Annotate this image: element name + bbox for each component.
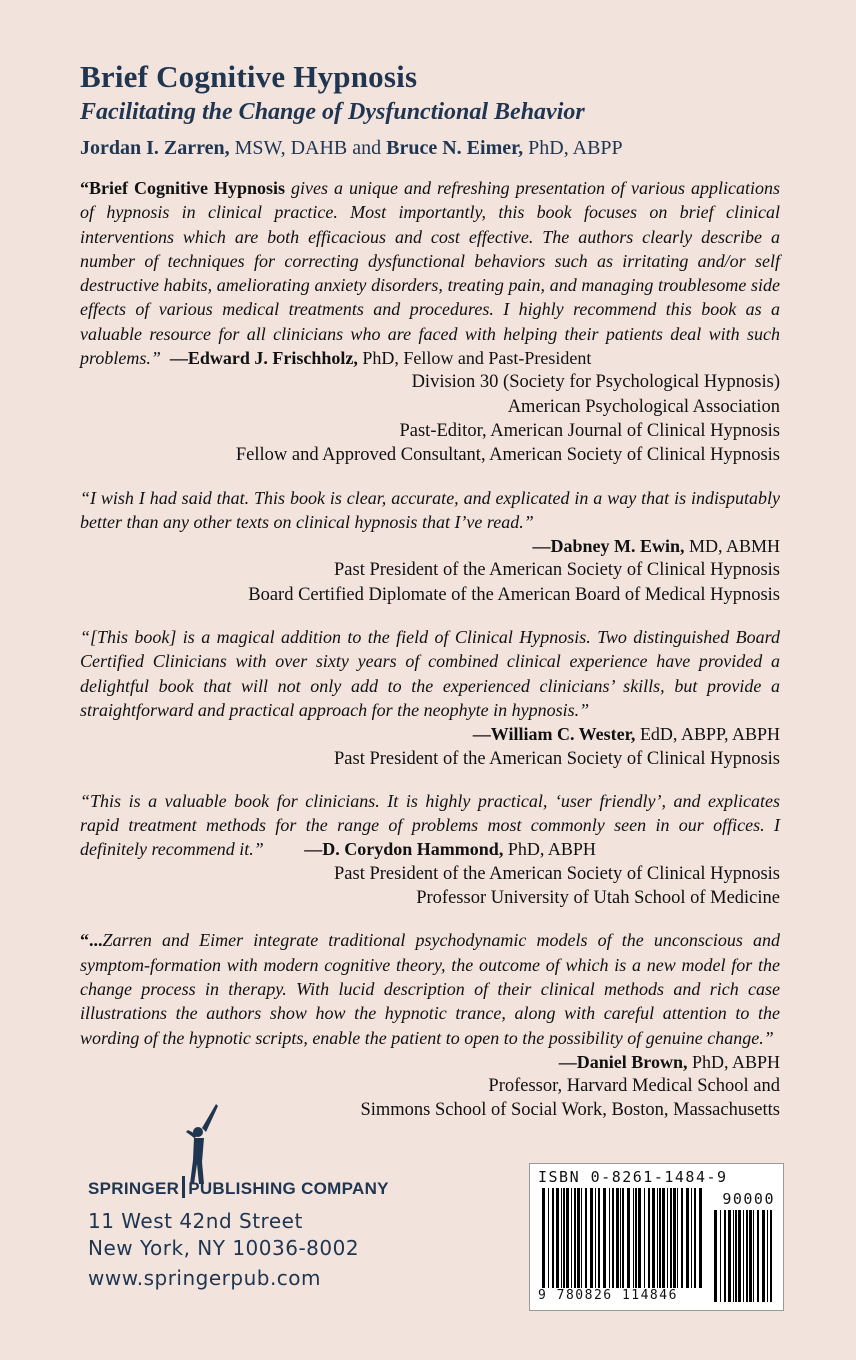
author-2-credentials: PhD, ABPP [523,137,623,159]
endorsement-3-text: “[This book] is a magical addition to the field of Clinical Hypnosis. Two distinguished Board Certified Clinicians with over sixty years of combined clinical experience have provided a delightful book that will not only add to the experienced clinicians’ skills, but provide a straightforward and practical approach for the neophyte in hypnosis.” [80,627,780,720]
endorsement-1-text: “Brief Cognitive Hypnosis gives a unique and refreshing presentation of various applications of hypnosis in clinical practice. Most importantly, this book focuses on brief clinical interventions which are both efficacious and cost effective. The authors clearly describe a number of techniques for correcting dysfunctional behaviors such as irritating and/or self destructive habits, ameliorating anxiety disorders, treating pain, and managing troublesome side effects of various medical treatments and procedures. I highly recommend this book as a valuable resource for all clinicians who are faced with helping their patients deal with such problems.” —Edward J. Frischholz, PhD, Fellow and Past-President [80,178,780,369]
barcode-bar [720,1210,721,1302]
barcode-bar [667,1188,668,1288]
endorsement-2-credential: Board Certified Diplomate of the American Board of Medical Hypnosis [248,584,780,605]
barcode-bar [670,1188,672,1288]
price-code: 90000 [722,1190,775,1208]
barcode-bar [691,1188,692,1288]
barcode-bar [724,1210,726,1302]
endorsement-4 [80,789,780,910]
barcode-bar [542,1188,545,1288]
authors-line [80,134,780,162]
endorsement-5-text: “...Zarren and Eimer integrate traditional psychodynamic models of the unconscious and symptom-formation with modern cognitive theory, the outcome of which is a new model for the change process in therapy. With lucid description of their clinical methods and rich case illustrations the authors show how the hypnotic trance, along with careful attention to the wording of the hypnotic scripts, enable the patient to open to the possibility of genuine change.” [80,930,780,1048]
barcode-bar [657,1188,658,1288]
barcode-bar [767,1210,768,1302]
endorsement-1-attribution: —Edward J. Frischholz, PhD, Fellow and Past-President [169,348,592,369]
endorsement-1-lead: Brief Cognitive Hypnosis [89,178,286,198]
barcode-bar [753,1210,754,1302]
endorsement-3-attribution: —William C. Wester, EdD, ABPP, ABPH [472,724,780,745]
barcode-bar [743,1210,744,1302]
endorsement-3-credential: Past President of the American Society of Clinical Hypnosis [334,748,780,769]
barcode-bar [652,1188,655,1288]
endorsement-4-text: “This is a valuable book for clinicians. It is highly practical, ‘user friendly’, and explicates rapid treatment methods for the range of problems most commonly seen in our offices. I definitely recommend it.” —D. Corydon Hammond, PhD, ABPH [80,790,780,860]
barcode-bar [571,1188,572,1288]
barcode-bar [561,1188,562,1288]
author-1-name: Jordan I. Zarren, [80,137,230,159]
endorsement-4-credential: Professor University of Utah School of Medicine [416,888,780,909]
endorsement-2-attribution: —Dabney M. Ewin, MD, ABMH [532,536,780,557]
barcode-bar [609,1188,610,1288]
barcode-bar [622,1188,624,1288]
barcode-bar [733,1210,734,1302]
endorsement-2-text: “I wish I had said that. This book is clear, accurate, and explicated in a way that is indisputably better than any other texts on clinical hypnosis that I’ve read.” [80,487,780,532]
book-subtitle: Facilitating the Change of Dysfunctional Behavior [80,99,585,125]
barcode-bar [563,1188,565,1288]
barcode-bar [738,1210,741,1302]
barcode-bar [577,1188,580,1288]
barcode-bar [735,1210,737,1302]
barcode-bar [581,1188,582,1288]
barcode-bar [677,1188,678,1288]
barcode-bar [620,1188,621,1288]
barcode-bar [635,1188,637,1288]
barcode-bar [699,1188,702,1288]
endorsement-5-lead: “... [80,930,103,951]
endorsement-1 [80,176,780,468]
endorsement-3 [80,625,780,771]
endorsement-1-credential: Past-Editor, American Journal of Clinical Hypnosis [399,420,780,441]
barcode-bar [648,1188,650,1288]
barcode-bar [633,1188,634,1288]
barcode-bar [770,1210,772,1302]
publisher-name: SPRINGER PUBLISHING COMPANY [88,1176,389,1199]
barcode-bar [603,1188,606,1288]
publisher-address [88,1208,359,1262]
barcode-bar [566,1188,569,1288]
endorsement-2 [80,486,780,607]
endorsement-4-credential: Past President of the American Society of Clinical Hypnosis [334,863,780,884]
barcode-bar [662,1188,665,1288]
barcode-main-bars [542,1188,704,1288]
barcode-bar [673,1188,676,1288]
author-2-name: Bruce N. Eimer, [386,137,524,159]
barcode-digits: 9 780826 114846 [538,1288,678,1303]
barcode-bar [616,1188,619,1288]
address-line-2: New York, NY 10036-8002 [88,1236,360,1260]
barcode-bar [595,1188,596,1288]
barcode-bar [556,1188,559,1288]
endorsement-1-credential: Division 30 (Society for Psychological Hypnosis) [411,372,780,393]
isbn-barcode [529,1163,784,1311]
barcode-bar [686,1188,689,1288]
barcode-bar [585,1188,587,1288]
barcode-bar [762,1210,765,1302]
barcode-bar [681,1188,683,1288]
endorsement-5 [80,928,780,1122]
author-1-credentials: MSW, DAHB and [229,137,387,159]
barcode-bar [552,1188,554,1288]
barcode-bar [644,1188,645,1288]
endorsement-5-credential: Professor, Harvard Medical School and [488,1076,780,1097]
barcode-bar [548,1188,549,1288]
publisher-website: www.springerpub.com [88,1266,322,1290]
barcode-bar [714,1210,717,1302]
barcode-bar [590,1188,593,1288]
endorsement-4-attribution: —D. Corydon Hammond, PhD, ABPH [304,839,596,860]
isbn-label: ISBN 0-8261-1484-9 [538,1168,728,1186]
barcode-bar [749,1210,752,1302]
barcode-bar [728,1210,731,1302]
book-title: Brief Cognitive Hypnosis [80,59,418,94]
back-cover-text [80,60,780,1123]
barcode-bar [638,1188,641,1288]
barcode-bar [574,1188,576,1288]
endorsement-5-attribution: —Daniel Brown, PhD, ABPH [558,1051,780,1072]
endorsement-2-credential: Past President of the American Society of Clinical Hypnosis [334,560,780,581]
barcode-bar [694,1188,696,1288]
address-line-1: 11 West 42nd Street [88,1209,303,1233]
endorsement-1-credential: American Psychological Association [507,396,780,417]
barcode-bar [598,1188,600,1288]
barcode-bar [612,1188,614,1288]
springer-logo-figure-icon [182,1102,222,1184]
barcode-addon-bars [714,1210,772,1302]
endorsement-5-credential: Simmons School of Social Work, Boston, Massachusetts [360,1100,780,1121]
barcode-bar [746,1210,748,1302]
barcode-bar [659,1188,661,1288]
endorsement-1-credential: Fellow and Approved Consultant, American Society of Clinical Hypnosis [235,445,780,466]
barcode-bar [757,1210,759,1302]
barcode-bar [627,1188,630,1288]
